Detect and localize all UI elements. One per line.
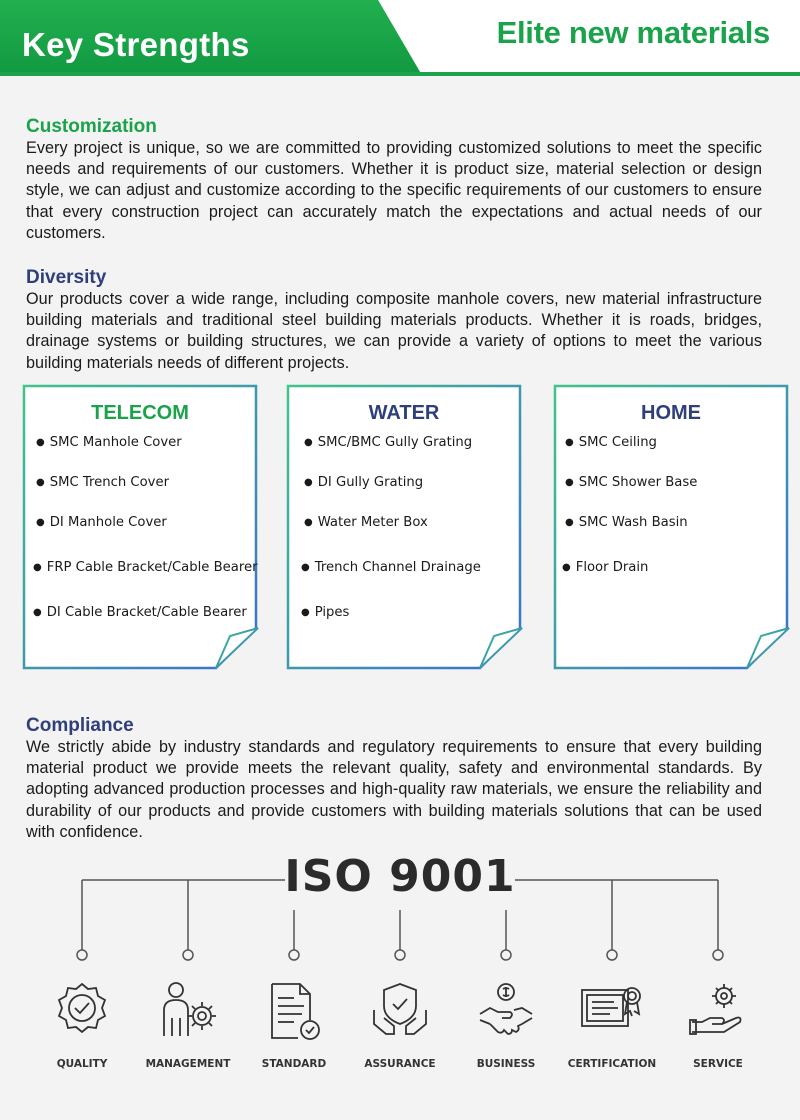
list-item: ● Pipes xyxy=(301,605,350,620)
list-item: ● DI Manhole Cover xyxy=(36,515,167,530)
standard-label: STANDARD xyxy=(261,1058,327,1070)
iso-9001-title: ISO 9001 xyxy=(284,851,516,902)
compliance-heading: Compliance xyxy=(26,715,134,736)
certification-label: CERTIFICATION xyxy=(567,1058,657,1070)
service-label: SERVICE xyxy=(693,1058,743,1070)
list-item: ● SMC/BMC Gully Grating xyxy=(304,435,473,450)
list-item: ● DI Cable Bracket/Cable Bearer xyxy=(33,605,247,620)
assurance-label: ASSURANCE xyxy=(364,1058,436,1070)
business-handshake-icon xyxy=(476,980,536,1042)
list-item: ● SMC Manhole Cover xyxy=(36,435,182,450)
diversity-heading: Diversity xyxy=(26,267,107,288)
list-item: ● FRP Cable Bracket/Cable Bearer xyxy=(33,560,258,575)
list-item: ● SMC Trench Cover xyxy=(36,475,170,490)
list-item: ● SMC Wash Basin xyxy=(565,515,688,530)
list-item: ● SMC Shower Base xyxy=(565,475,698,490)
brand-logo-text: Elite new materials xyxy=(496,15,770,50)
customization-body: Every project is unique, so we are committed to providing customized solutions to meet the specific needs and requirements of our customers. Whether it is product size, material selection or design style, we can adjust and customize according to the specific requirements of our customers to ensure that every construction project can accurately match the expectations and actual needs of our customers. xyxy=(26,139,762,242)
certificate-icon xyxy=(580,980,640,1042)
list-item: ● Floor Drain xyxy=(562,560,649,575)
page-title: Key Strengths xyxy=(22,26,250,63)
diversity-body: Our products cover a wide range, including composite manhole covers, new material infrastructure building materials and traditional steel building materials products. Whether it is roads, bridges, drainage systems or building structures, we can provide a variety of options to meet the various building materials needs of different projects. xyxy=(26,290,762,372)
compliance-body: We strictly abide by industry standards and regulatory requirements to ensure that every building material product we provide meets the relevant quality, safety and environmental standards. By adopting advanced production processes and high-quality raw materials, we ensure the reliability and durability of our products and provide customers with building materials solutions that can be used with confidence. xyxy=(26,738,762,841)
standard-document-icon xyxy=(264,980,324,1042)
assurance-shield-icon xyxy=(370,980,430,1042)
quality-badge-icon xyxy=(52,980,112,1042)
card-home xyxy=(553,384,789,670)
business-label: BUSINESS xyxy=(476,1058,536,1070)
list-item: ● Water Meter Box xyxy=(304,515,428,530)
card-title: HOME xyxy=(641,402,701,424)
quality-label: QUALITY xyxy=(56,1058,108,1070)
management-label: MANAGEMENT xyxy=(145,1058,231,1070)
list-item: ● Trench Channel Drainage xyxy=(301,560,481,575)
card-title: WATER xyxy=(368,402,440,424)
list-item: ● SMC Ceiling xyxy=(565,435,657,450)
list-item: ● DI Gully Grating xyxy=(304,475,424,490)
card-telecom xyxy=(22,384,258,670)
customization-heading: Customization xyxy=(26,116,157,137)
card-title: TELECOM xyxy=(91,402,189,424)
card-water xyxy=(286,384,522,670)
management-icon xyxy=(158,980,218,1042)
header xyxy=(0,0,800,92)
service-hand-gear-icon xyxy=(688,980,748,1042)
